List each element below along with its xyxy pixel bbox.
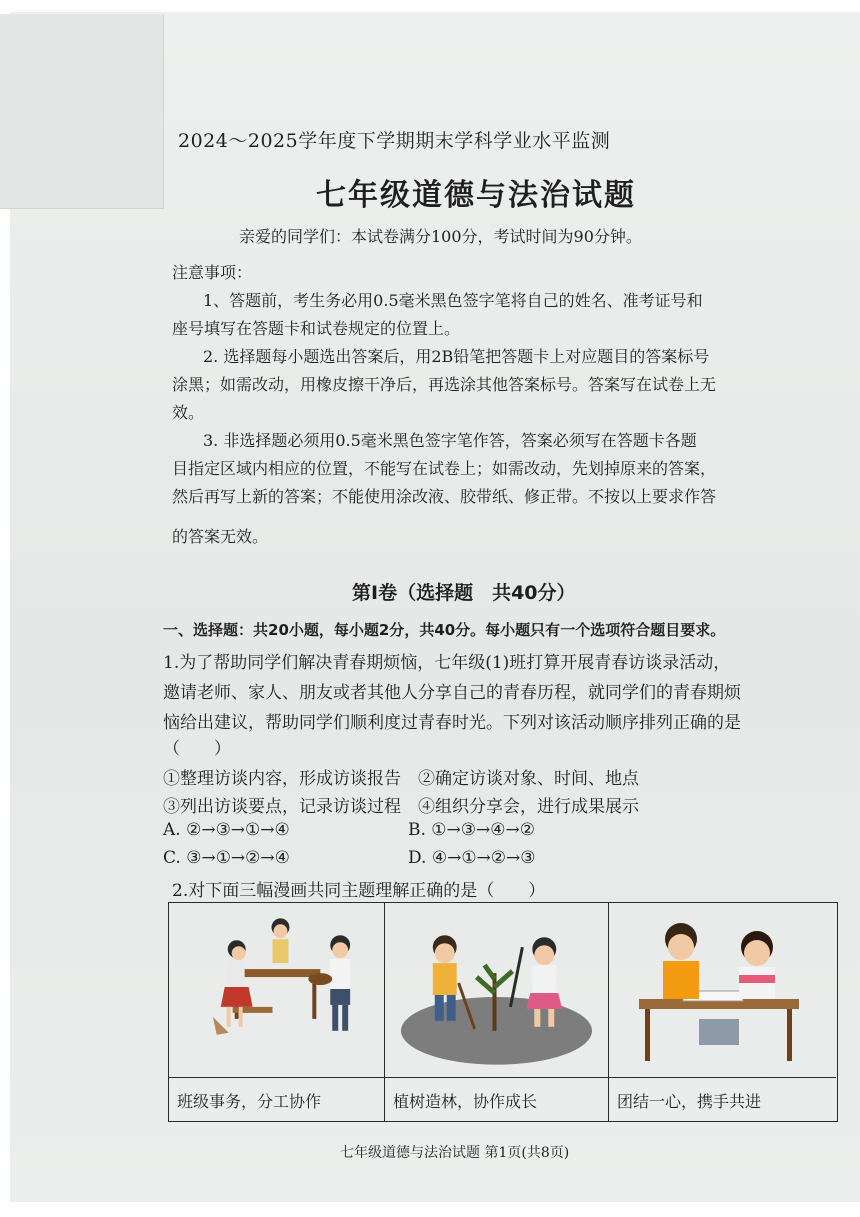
question-1-option-c: C. ③→①→②→④ [163, 848, 290, 868]
notice-title: 注意事项： [172, 263, 253, 282]
comic-caption-2: 植树造林，协作成长 [393, 1092, 538, 1111]
question-1-stem: （ ） [163, 739, 231, 759]
notice-line: 1、答题前，考生务必用0.5毫米黑色签字笔将自己的姓名、准考证号和 [203, 291, 703, 310]
tree-planting-comic-image [385, 903, 608, 1078]
notice-line: 的答案无效。 [172, 527, 269, 546]
question-1-stem: 恼给出建议，帮助同学们顺利度过青春时光。下列对该活动顺序排列正确的是 [163, 713, 741, 733]
cleaning-comic-image [169, 903, 384, 1078]
page-footer: 七年级道德与法治试题 第1页(共8页) [340, 1145, 570, 1161]
section-instruction: 一、选择题：共20小题，每小题2分，共40分。每小题只有一个选项符合题目要求。 [163, 621, 726, 639]
paper-sticker [0, 14, 164, 209]
comic-panel-3 [609, 903, 836, 1121]
question-1-option-d: D. ④→①→②→③ [408, 848, 536, 868]
comic-caption-3: 团结一心，携手共进 [617, 1092, 762, 1111]
notice-line: 3. 非选择题必须用0.5毫米黑色签字笔作答，答案必须写在答题卡各题 [203, 431, 697, 450]
notice-line: 效。 [172, 403, 205, 422]
exam-title: 七年级道德与法治试题 [316, 178, 636, 213]
notice-line: 涂黑；如需改动，用橡皮擦干净后，再选涂其他答案标号。答案写在试卷上无 [172, 375, 717, 394]
notice-line: 目指定区域内相应的位置，不能写在试卷上；如需改动，先划掉原来的答案， [172, 459, 717, 478]
comic-caption-1: 班级事务，分工协作 [177, 1092, 322, 1111]
exam-header-line: 2024～2025学年度下学期期末学科学业水平监测 [178, 130, 611, 152]
question-1-option-a: A. ②→③→①→④ [163, 820, 290, 840]
question-1-item: ①整理访谈内容，形成访谈报告 ②确定访谈对象、时间、地点 [163, 769, 639, 789]
comic-table [168, 902, 838, 1122]
section-title: 第Ⅰ卷（选择题 共40分） [352, 582, 576, 604]
question-1-stem: 1.为了帮助同学们解决青春期烦恼，七年级(1)班打算开展青春访谈录活动， [163, 653, 731, 673]
comic-panel-1 [169, 903, 385, 1121]
comic-panel-2 [385, 903, 609, 1121]
notice-line: 座号填写在答题卡和试卷规定的位置上。 [172, 319, 461, 338]
question-1-item: ③列出访谈要点，记录访谈过程 ④组织分享会，进行成果展示 [163, 797, 639, 817]
notice-line: 然后再写上新的答案；不能使用涂改液、胶带纸、修正带。不按以上要求作答 [172, 487, 717, 506]
notice-line: 2. 选择题每小题选出答案后，用2B铅笔把答题卡上对应题目的答案标号 [203, 347, 710, 366]
question-1-option-b: B. ①→③→④→② [408, 820, 535, 840]
studying-together-comic-image [609, 903, 836, 1078]
greeting-line: 亲爱的同学们：本试卷满分100分，考试时间为90分钟。 [239, 227, 642, 246]
question-2-stem: 2.对下面三幅漫画共同主题理解正确的是（ ） [172, 881, 546, 901]
question-1-stem: 邀请老师、家人、朋友或者其他人分享自己的青春历程，就同学们的青春期烦 [163, 683, 741, 703]
